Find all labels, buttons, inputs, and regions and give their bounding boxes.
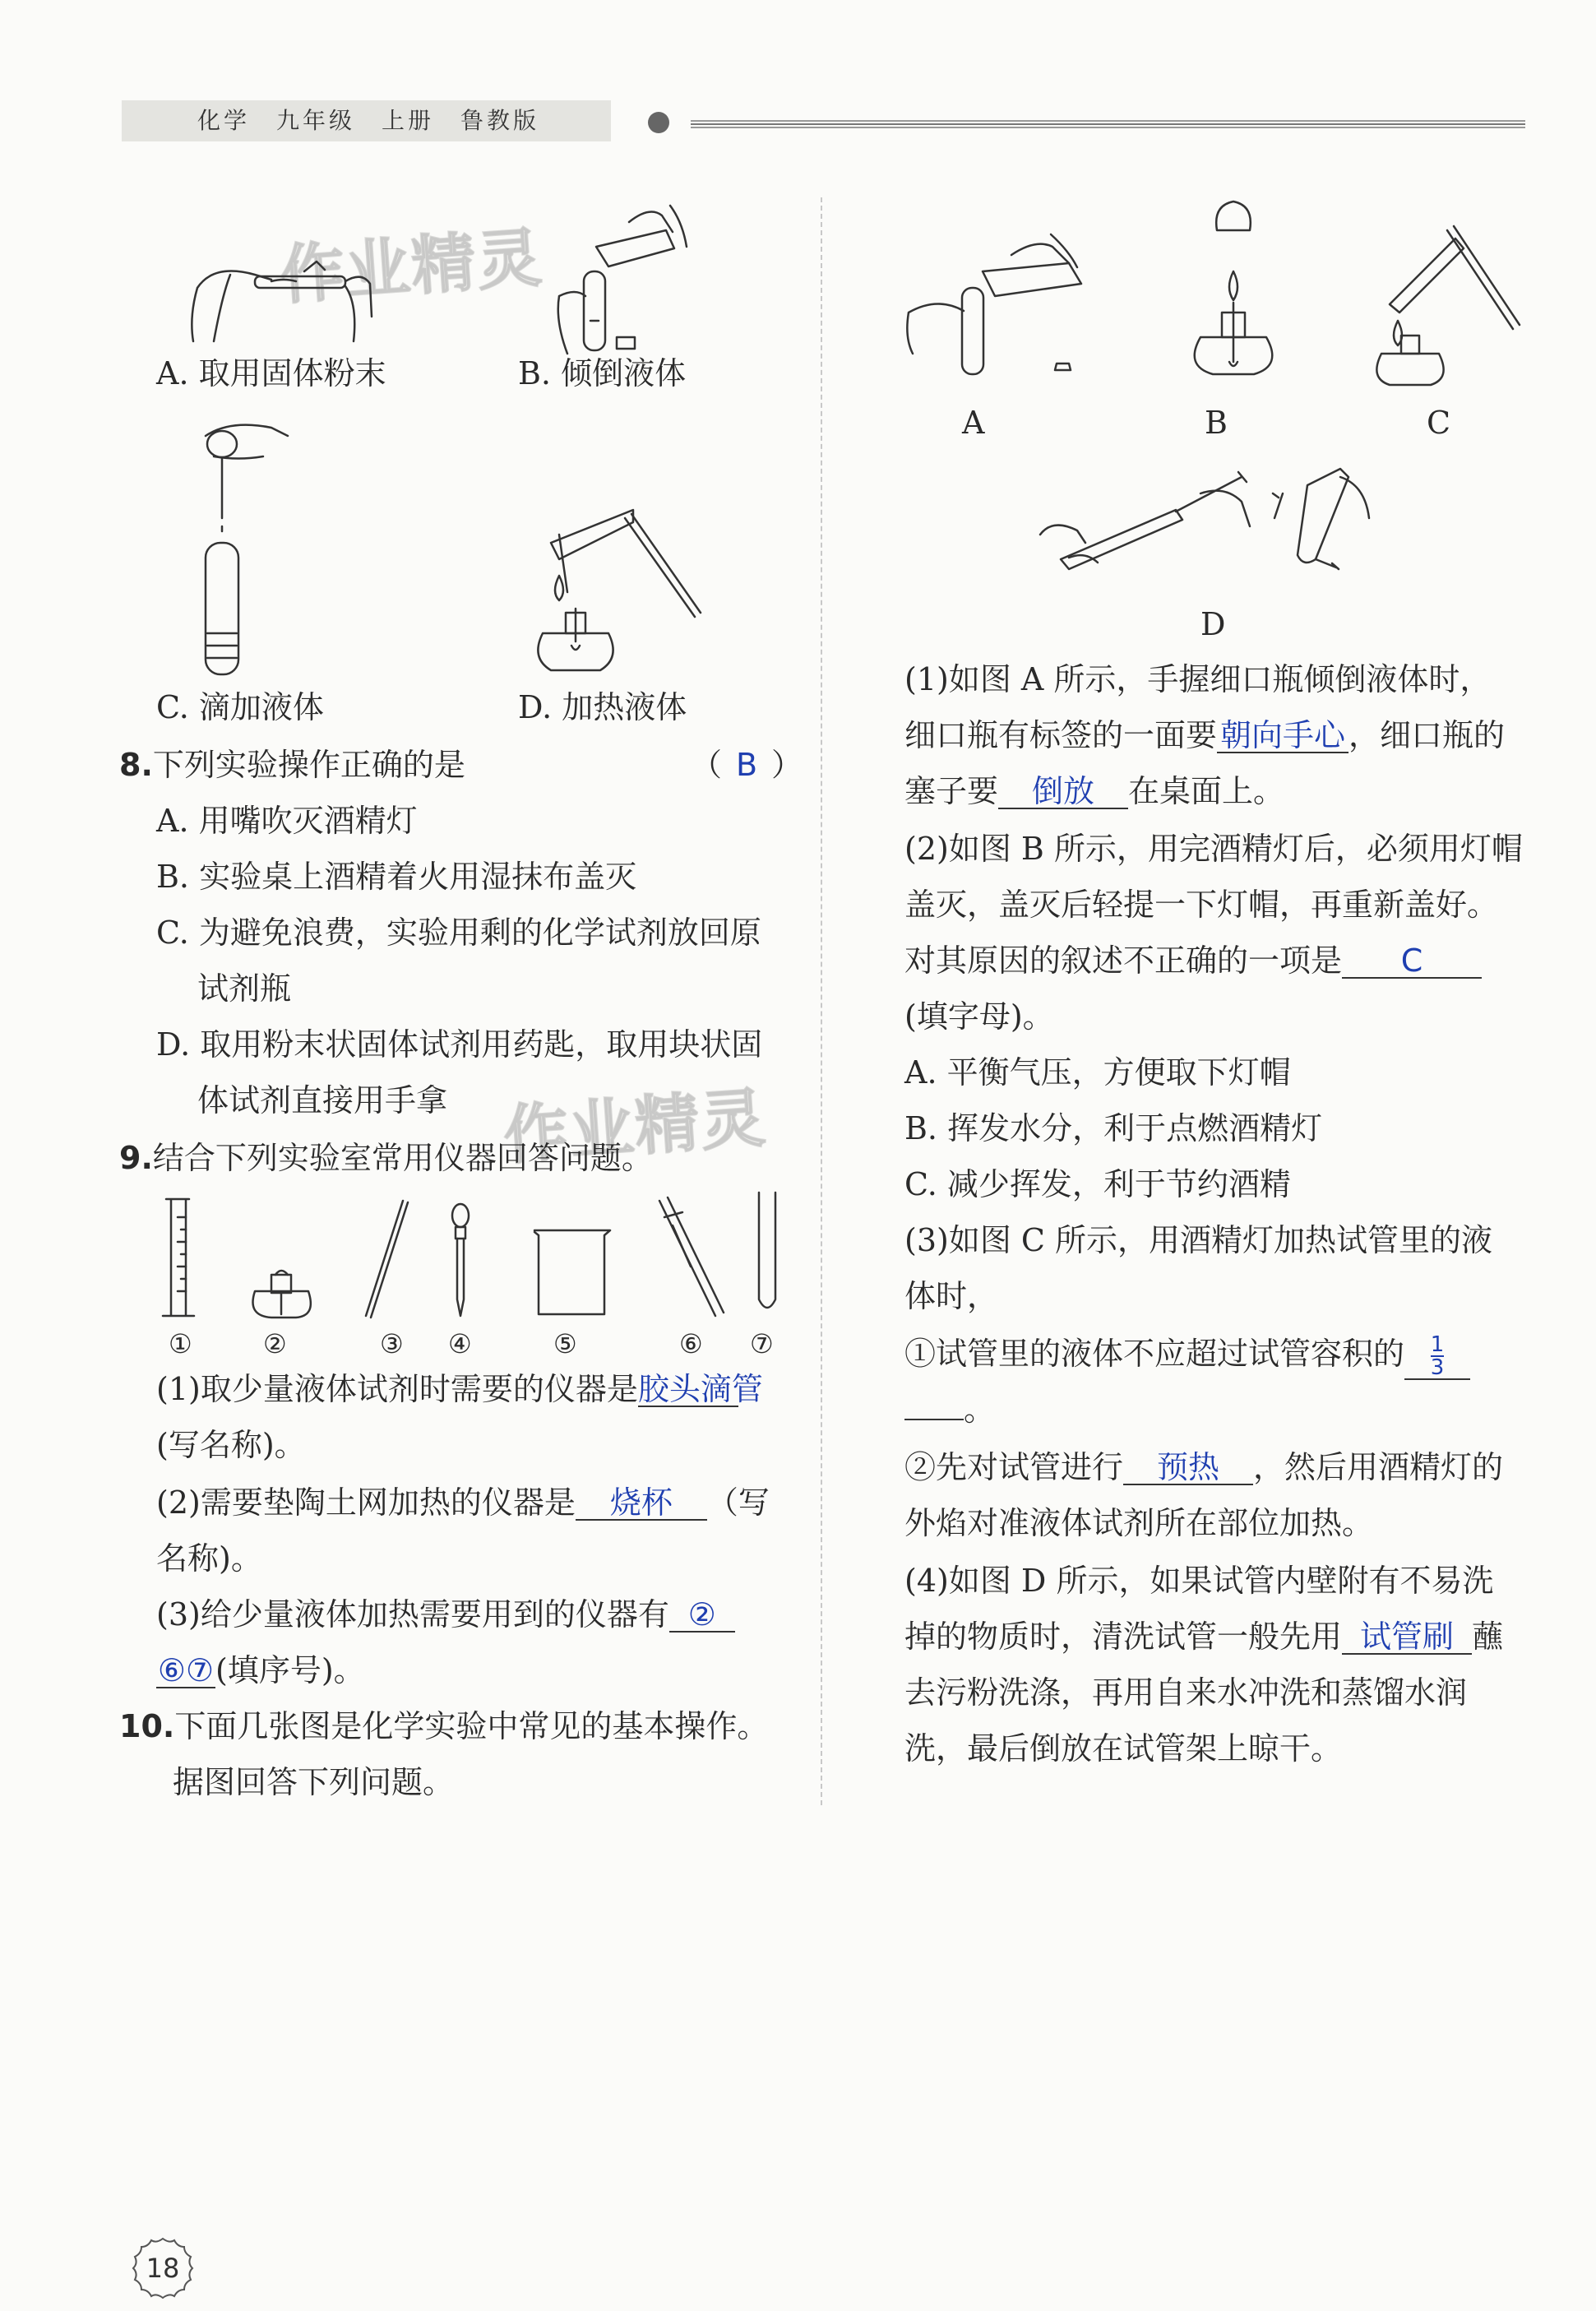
figure-label-a: A xyxy=(962,405,985,441)
figure-lab-instruments xyxy=(156,1193,789,1324)
instrument-label: ① xyxy=(169,1328,192,1359)
q10-part2-text: 对其原因的叙述不正确的一项是 xyxy=(904,942,1343,979)
q9-part2-text: (2)需要垫陶土网加热的仪器是 xyxy=(156,1484,576,1521)
instrument-label: ⑤ xyxy=(553,1328,577,1359)
figure-drop-liquid xyxy=(181,411,296,683)
q9-part3-answer: ② xyxy=(669,1598,735,1633)
column-divider xyxy=(821,197,822,1805)
q10-part2-option: B. 挥发水分，利于点燃酒精灯 xyxy=(904,1110,1323,1146)
q8-answer: B xyxy=(735,747,758,783)
q10-part2-answer: C xyxy=(1342,944,1482,979)
figure-10a-pour-liquid xyxy=(904,222,1094,387)
q10-stem: 下面几张图是化学实验中常见的基本操作。 xyxy=(174,1708,769,1744)
header-dot-icon xyxy=(648,112,669,133)
watermark: 作业精灵 xyxy=(501,1081,770,1174)
instrument-label: ⑥ xyxy=(679,1328,703,1359)
q10-part3-text: (3)如图 C 所示，用酒精灯加热试管里的液 xyxy=(904,1222,1493,1258)
q10-part3-blank-cont xyxy=(904,1419,964,1420)
page-number: 18 xyxy=(146,2253,180,2284)
figure-take-solid-powder xyxy=(181,239,378,345)
fraction xyxy=(1430,1331,1445,1380)
q10-part2-text: (2)如图 B 所示，用完酒精灯后，必须用灯帽 xyxy=(904,831,1523,867)
figure-label-b: B xyxy=(1205,405,1228,441)
q8-option: B. 实验桌上酒精着火用湿抹布盖灭 xyxy=(156,859,637,895)
q10-part3-sub2: ，然后用酒精灯的 xyxy=(1253,1449,1504,1485)
q10-part1-text: 在桌面上。 xyxy=(1128,773,1285,809)
instrument-label: ③ xyxy=(380,1328,404,1359)
q10-part4-text: (4)如图 D 所示，如果试管内壁附有不易洗 xyxy=(904,1563,1494,1599)
q9-stem: 结合下列实验室常用仪器回答问题。 xyxy=(152,1140,653,1176)
q10-part1-text: 细口瓶有标签的一面要 xyxy=(904,717,1218,753)
q9-part1-suffix: (写名称)。 xyxy=(156,1427,306,1463)
q10-part2-text: (填字母)。 xyxy=(904,998,1054,1035)
figure-pour-liquid xyxy=(526,197,691,362)
q9-part1-answer: 胶头滴管 xyxy=(637,1371,763,1407)
q10-part1-text: ，细口瓶的 xyxy=(1349,717,1506,753)
instrument-label: ② xyxy=(263,1328,287,1359)
q9-part3-suffix: (填序号)。 xyxy=(215,1652,365,1688)
figure-heat-liquid xyxy=(510,493,707,683)
q10-part1-answer-2: 倒放 xyxy=(998,775,1128,809)
q10-part4-text: 去污粉洗涤，再用自来水冲洗和蒸馏水润 xyxy=(904,1674,1468,1711)
watermark: 作业精灵 xyxy=(277,220,546,314)
figure-10b-alcohol-lamp xyxy=(1168,197,1299,387)
q10-part4-text: 蘸 xyxy=(1472,1619,1504,1655)
instrument-label: ④ xyxy=(448,1328,472,1359)
fraction-numerator: 1 xyxy=(1430,1331,1445,1357)
figure-label-d: D xyxy=(1200,606,1226,642)
q10-part4-text: 洗，最后倒放在试管架上晾干。 xyxy=(904,1730,1343,1767)
q9-part2-answer: 烧杯 xyxy=(576,1486,707,1521)
q10-stem: 据图回答下列问题。 xyxy=(173,1764,455,1800)
q10-part3-sub2: ②先对试管进行 xyxy=(904,1449,1124,1485)
q10-number: 10. xyxy=(119,1708,175,1744)
q8-option: A. 用嘴吹灭酒精灯 xyxy=(156,803,418,839)
q9-part2-suffix: 名称)。 xyxy=(156,1540,262,1577)
q9-part1-text: (1)取少量液体试剂时需要的仪器是 xyxy=(156,1371,638,1407)
q8-option: D. 取用粉末状固体试剂用药匙，取用块状固 xyxy=(156,1026,763,1063)
q10-part2-text: 盖灭，盖灭后轻提一下灯帽，再重新盖好。 xyxy=(904,887,1499,923)
q8-number: 8. xyxy=(119,747,153,783)
q10-part3-answer-1 xyxy=(1404,1331,1470,1380)
header-rule xyxy=(691,118,1525,130)
q10-part4-answer: 试管刷 xyxy=(1342,1620,1472,1655)
instrument-label: ⑦ xyxy=(750,1328,774,1359)
q9-number: 9. xyxy=(119,1140,153,1176)
q10-part3-sub1-end: 。 xyxy=(964,1392,996,1428)
q8-stem: 下列实验操作正确的是 xyxy=(152,747,465,783)
q10-part3-sub2: 外焰对准液体试剂所在部位加热。 xyxy=(904,1505,1374,1541)
q7-option-d: D. 加热液体 xyxy=(518,689,687,725)
q8-paren-open: （ xyxy=(691,747,723,783)
q10-part3-answer-2: 预热 xyxy=(1123,1451,1253,1485)
q10-part1-text: (1)如图 A 所示，手握细口瓶倾倒液体时， xyxy=(904,661,1492,697)
q7-option-c: C. 滴加液体 xyxy=(156,689,324,725)
q8-paren-close: ） xyxy=(771,747,803,783)
q9-part2-suffix: （写 xyxy=(706,1484,770,1521)
header-title: 化学 九年级 上册 鲁教版 xyxy=(197,107,540,134)
q8-option-cont: 试剂瓶 xyxy=(197,970,292,1007)
q10-part4-text: 掉的物质时，清洗试管一般先用 xyxy=(904,1619,1343,1655)
figure-10c-heat-test-tube xyxy=(1365,222,1529,387)
q10-part3-text: 体时， xyxy=(904,1278,999,1314)
q10-part2-option: A. 平衡气压，方便取下灯帽 xyxy=(904,1054,1291,1091)
q8-option-cont: 体试剂直接用手拿 xyxy=(197,1082,448,1118)
figure-10d-wash-test-tube xyxy=(1036,461,1381,592)
q9-part3-text: (3)给少量液体加热需要用到的仪器有 xyxy=(156,1596,669,1633)
figure-label-c: C xyxy=(1427,405,1451,441)
q8-option: C. 为避免浪费，实验用剩的化学试剂放回原 xyxy=(156,915,761,951)
q7-option-b: B. 倾倒液体 xyxy=(518,355,687,391)
q10-part2-option: C. 减少挥发，利于节约酒精 xyxy=(904,1166,1291,1202)
q9-part3-answer: ⑥⑦ xyxy=(157,1652,215,1688)
q10-part1-text: 塞子要 xyxy=(904,773,999,809)
fraction-denominator: 3 xyxy=(1430,1355,1445,1380)
q7-option-a: A. 取用固体粉末 xyxy=(156,355,386,391)
q10-part3-sub1: ①试管里的液体不应超过试管容积的 xyxy=(904,1336,1405,1372)
q10-part1-answer-1: 朝向手心 xyxy=(1217,719,1349,753)
